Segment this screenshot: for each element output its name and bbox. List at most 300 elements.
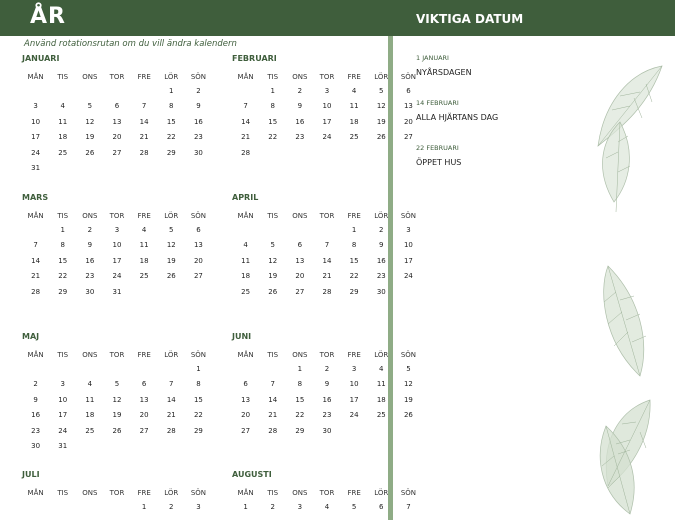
day-cell[interactable]: 16: [31, 411, 41, 420]
day-cell[interactable]: 3: [114, 225, 120, 234]
day-cell[interactable]: 26: [268, 287, 278, 296]
day-cell[interactable]: 21: [241, 133, 251, 142]
week-row: [232, 130, 422, 146]
day-cell[interactable]: [185, 439, 212, 455]
day-cell[interactable]: 3: [406, 225, 411, 234]
day-cell[interactable]: [232, 361, 259, 377]
week-row: [232, 253, 422, 269]
day-cell[interactable]: 4: [324, 502, 330, 511]
day-cell[interactable]: 10: [58, 395, 68, 404]
day-cell[interactable]: [76, 499, 103, 515]
day-cell[interactable]: 8: [169, 102, 174, 111]
day-cell[interactable]: 20: [241, 411, 251, 420]
day-cell[interactable]: 3: [60, 380, 65, 389]
week-row: [232, 499, 422, 515]
weekday-label: MÅN: [27, 350, 44, 359]
day-cell[interactable]: 27: [193, 272, 203, 281]
day-cell[interactable]: 13: [112, 117, 122, 126]
day-cell[interactable]: 9: [297, 102, 303, 111]
day-cell[interactable]: 7: [169, 380, 174, 389]
day-cell[interactable]: [22, 499, 49, 515]
day-cell[interactable]: 26: [85, 148, 95, 157]
day-cell[interactable]: 9: [324, 380, 330, 389]
week-row: [232, 238, 422, 254]
day-cell[interactable]: 17: [322, 117, 332, 126]
day-cell[interactable]: 23: [322, 411, 332, 420]
day-cell[interactable]: 23: [295, 133, 305, 142]
weekday-label: FRE: [137, 211, 151, 220]
day-cell[interactable]: [259, 145, 286, 161]
day-cell[interactable]: 21: [166, 411, 176, 420]
day-cell[interactable]: 26: [112, 426, 122, 435]
day-cell[interactable]: 7: [270, 380, 275, 389]
header-bar: [0, 0, 675, 36]
weekday-label: LÖR: [164, 488, 179, 497]
day-cell[interactable]: 3: [33, 102, 38, 111]
important-dates-title[interactable]: VIKTIGA DATUM: [416, 12, 524, 26]
day-cell[interactable]: 27: [295, 287, 305, 296]
day-cell[interactable]: 6: [297, 241, 303, 250]
day-cell[interactable]: 4: [243, 241, 248, 250]
day-cell[interactable]: 22: [166, 133, 176, 142]
day-cell[interactable]: 4: [141, 225, 147, 234]
day-cell[interactable]: 11: [241, 256, 251, 265]
event-item[interactable]: [416, 54, 586, 77]
day-cell[interactable]: 29: [193, 426, 203, 435]
day-cell[interactable]: 26: [376, 133, 386, 142]
day-cell[interactable]: 31: [58, 442, 68, 451]
day-cell[interactable]: 14: [241, 117, 251, 126]
day-cell[interactable]: [131, 83, 158, 99]
day-cell[interactable]: [22, 222, 49, 238]
month-grid: [232, 348, 422, 439]
day-cell[interactable]: 9: [379, 241, 384, 250]
day-cell[interactable]: 14: [322, 256, 332, 265]
month-name[interactable]: JANUARI: [22, 54, 60, 63]
day-cell[interactable]: 7: [324, 241, 330, 250]
day-cell[interactable]: 8: [196, 380, 201, 389]
month-name[interactable]: APRIL: [232, 193, 259, 202]
day-cell[interactable]: [158, 284, 185, 300]
day-cell[interactable]: 2: [169, 502, 174, 511]
day-cell[interactable]: [368, 423, 395, 439]
day-cell[interactable]: 15: [268, 117, 278, 126]
day-cell[interactable]: 8: [351, 241, 357, 250]
week-row: [232, 361, 422, 377]
day-cell[interactable]: [158, 439, 185, 455]
day-cell[interactable]: 24: [403, 272, 413, 281]
day-cell[interactable]: 14: [166, 395, 176, 404]
day-cell[interactable]: [286, 222, 313, 238]
day-cell[interactable]: 29: [166, 148, 176, 157]
day-cell[interactable]: 16: [85, 256, 95, 265]
week-row: [22, 377, 212, 393]
weekday-label: TIS: [267, 72, 279, 81]
day-cell[interactable]: 30: [322, 426, 332, 435]
day-cell[interactable]: 22: [268, 133, 278, 142]
day-cell[interactable]: 15: [58, 256, 68, 265]
day-cell[interactable]: 18: [139, 256, 149, 265]
day-cell[interactable]: 1: [297, 364, 303, 373]
day-cell[interactable]: 15: [349, 256, 359, 265]
day-cell[interactable]: 10: [112, 241, 122, 250]
day-cell[interactable]: [341, 423, 368, 439]
day-cell[interactable]: 25: [58, 148, 68, 157]
day-cell[interactable]: 25: [349, 133, 359, 142]
rotation-hint: Använd rotationsrutan om du vill ändra kalendern: [24, 39, 237, 49]
day-cell[interactable]: 4: [60, 102, 65, 111]
day-cell[interactable]: [286, 145, 313, 161]
day-cell[interactable]: 4: [351, 86, 357, 95]
day-cell[interactable]: 31: [112, 287, 122, 296]
day-cell[interactable]: [395, 284, 422, 300]
day-cell[interactable]: 29: [295, 426, 305, 435]
weekday-label: FRE: [347, 488, 361, 497]
day-cell[interactable]: 17: [349, 395, 359, 404]
day-cell[interactable]: 12: [166, 241, 176, 250]
day-cell[interactable]: [76, 83, 103, 99]
day-cell[interactable]: 30: [31, 442, 41, 451]
day-cell[interactable]: [395, 423, 422, 439]
year-title[interactable]: ÅR: [30, 4, 66, 29]
day-cell[interactable]: 29: [349, 287, 359, 296]
day-cell[interactable]: 7: [141, 102, 147, 111]
day-cell[interactable]: 12: [376, 102, 386, 111]
weekday-label: TIS: [57, 72, 69, 81]
day-cell[interactable]: 21: [31, 272, 41, 281]
day-cell[interactable]: 17: [112, 256, 122, 265]
day-cell[interactable]: 8: [297, 380, 303, 389]
day-cell[interactable]: 11: [376, 380, 386, 389]
day-cell[interactable]: 20: [112, 133, 122, 142]
day-cell[interactable]: 2: [196, 86, 201, 95]
weekday-label: SÖN: [190, 72, 207, 81]
day-cell[interactable]: 8: [60, 241, 65, 250]
day-cell[interactable]: [49, 499, 76, 515]
day-cell[interactable]: 13: [403, 102, 413, 111]
day-cell[interactable]: 11: [349, 102, 359, 111]
day-cell[interactable]: [76, 361, 103, 377]
day-cell[interactable]: 9: [87, 241, 93, 250]
day-cell[interactable]: 10: [349, 380, 359, 389]
day-cell[interactable]: 10: [403, 241, 413, 250]
day-cell[interactable]: 1: [169, 86, 174, 95]
week-row: [22, 408, 212, 424]
day-cell[interactable]: 17: [403, 256, 413, 265]
week-row: [232, 423, 422, 439]
day-cell[interactable]: [76, 439, 103, 455]
day-cell[interactable]: 26: [403, 411, 413, 420]
day-cell[interactable]: 6: [243, 380, 248, 389]
month-name[interactable]: MAJ: [22, 332, 40, 341]
day-cell[interactable]: 16: [376, 256, 386, 265]
day-cell[interactable]: 27: [112, 148, 122, 157]
month-name[interactable]: JULI: [22, 470, 40, 479]
day-cell[interactable]: 7: [33, 241, 38, 250]
day-cell[interactable]: [103, 361, 130, 377]
day-cell[interactable]: 5: [351, 502, 357, 511]
day-cell[interactable]: 12: [112, 395, 122, 404]
day-cell[interactable]: 1: [243, 502, 248, 511]
weekday-label: FRE: [137, 72, 151, 81]
day-cell[interactable]: 24: [112, 272, 122, 281]
day-cell[interactable]: 18: [85, 411, 95, 420]
day-cell[interactable]: 21: [139, 133, 149, 142]
day-cell[interactable]: 12: [268, 256, 278, 265]
day-cell[interactable]: 24: [58, 426, 68, 435]
month-name[interactable]: AUGUSTI: [232, 470, 272, 479]
day-cell[interactable]: 25: [139, 272, 149, 281]
day-cell[interactable]: 10: [31, 117, 41, 126]
day-cell[interactable]: 15: [193, 395, 203, 404]
day-cell[interactable]: 30: [193, 148, 203, 157]
day-cell[interactable]: 29: [58, 287, 68, 296]
day-cell[interactable]: 18: [349, 117, 359, 126]
day-cell[interactable]: [131, 439, 158, 455]
day-cell[interactable]: 19: [403, 395, 413, 404]
day-cell[interactable]: 6: [406, 86, 411, 95]
day-cell[interactable]: 19: [85, 133, 95, 142]
day-cell[interactable]: 5: [169, 225, 174, 234]
day-cell[interactable]: 4: [87, 380, 93, 389]
day-cell[interactable]: [22, 83, 49, 99]
day-cell[interactable]: 11: [58, 117, 68, 126]
month-name[interactable]: JUNI: [232, 332, 252, 341]
day-cell[interactable]: 27: [241, 426, 251, 435]
day-cell[interactable]: [131, 361, 158, 377]
day-cell[interactable]: [232, 83, 259, 99]
week-row: [22, 130, 212, 146]
week-row: [22, 114, 212, 130]
weekday-label: ONS: [292, 72, 308, 81]
day-cell[interactable]: [158, 161, 185, 177]
day-cell[interactable]: 18: [376, 395, 386, 404]
day-cell[interactable]: 27: [139, 426, 149, 435]
day-cell[interactable]: 23: [85, 272, 95, 281]
leaf-decoration-icon: [590, 62, 670, 222]
weekday-label: LÖR: [374, 350, 389, 359]
day-cell[interactable]: 5: [114, 380, 120, 389]
weekday-label: MÅN: [237, 72, 254, 81]
day-cell[interactable]: 5: [406, 364, 411, 373]
day-cell[interactable]: [313, 145, 340, 161]
event-name: NYÅRSDAGEN: [416, 68, 472, 77]
day-cell[interactable]: 28: [166, 426, 176, 435]
day-cell[interactable]: 25: [241, 287, 251, 296]
day-cell[interactable]: [232, 222, 259, 238]
day-cell[interactable]: 28: [139, 148, 149, 157]
day-cell[interactable]: 19: [376, 117, 386, 126]
day-cell[interactable]: 16: [193, 117, 203, 126]
day-cell[interactable]: [103, 499, 130, 515]
day-cell[interactable]: 28: [31, 287, 41, 296]
weekday-label: ONS: [292, 488, 308, 497]
day-cell[interactable]: 12: [85, 117, 95, 126]
day-cell[interactable]: [49, 161, 76, 177]
day-cell[interactable]: 5: [270, 241, 275, 250]
day-cell[interactable]: 14: [268, 395, 278, 404]
day-cell[interactable]: [49, 361, 76, 377]
day-cell[interactable]: 11: [139, 241, 149, 250]
day-cell[interactable]: 1: [60, 225, 65, 234]
month-name[interactable]: FEBRUARI: [232, 54, 277, 63]
day-cell[interactable]: 5: [87, 102, 93, 111]
day-cell[interactable]: 13: [241, 395, 251, 404]
day-cell[interactable]: [131, 284, 158, 300]
day-cell[interactable]: [22, 361, 49, 377]
day-cell[interactable]: 20: [139, 411, 149, 420]
weekday-label: SÖN: [190, 350, 207, 359]
day-cell[interactable]: 25: [85, 426, 95, 435]
day-cell[interactable]: 6: [141, 380, 147, 389]
day-cell[interactable]: 6: [379, 502, 384, 511]
day-cell[interactable]: 23: [31, 426, 41, 435]
day-cell[interactable]: 10: [322, 102, 332, 111]
week-row: [22, 145, 212, 161]
day-cell[interactable]: [259, 361, 286, 377]
week-row: [22, 392, 212, 408]
day-cell[interactable]: 20: [193, 256, 203, 265]
weekday-label: ONS: [292, 350, 308, 359]
weekday-label: TIS: [267, 350, 279, 359]
day-cell[interactable]: [103, 83, 130, 99]
day-cell[interactable]: 24: [31, 148, 41, 157]
day-cell[interactable]: [103, 439, 130, 455]
day-cell[interactable]: 4: [379, 364, 384, 373]
day-cell[interactable]: 23: [193, 133, 203, 142]
day-cell[interactable]: 7: [243, 102, 248, 111]
day-cell[interactable]: 19: [166, 256, 176, 265]
day-cell[interactable]: 1: [351, 225, 357, 234]
week-row: [22, 361, 212, 377]
day-cell[interactable]: 15: [166, 117, 176, 126]
day-cell[interactable]: 3: [351, 364, 357, 373]
day-cell[interactable]: 28: [241, 148, 251, 157]
day-cell[interactable]: 13: [295, 256, 305, 265]
weekday-label: ONS: [82, 350, 98, 359]
day-cell[interactable]: 14: [139, 117, 149, 126]
day-cell[interactable]: 17: [31, 133, 41, 142]
day-cell[interactable]: 1: [270, 86, 275, 95]
event-item[interactable]: [416, 144, 586, 167]
day-cell[interactable]: [185, 161, 212, 177]
day-cell[interactable]: 16: [322, 395, 332, 404]
day-cell[interactable]: [368, 145, 395, 161]
day-cell[interactable]: 22: [58, 272, 68, 281]
day-cell[interactable]: 9: [196, 102, 201, 111]
day-cell[interactable]: 19: [112, 411, 122, 420]
weekday-label: TOR: [109, 211, 125, 220]
day-cell[interactable]: 22: [349, 272, 359, 281]
day-cell[interactable]: 28: [268, 426, 278, 435]
weekday-label: FRE: [137, 488, 151, 497]
day-cell[interactable]: [49, 83, 76, 99]
week-row: [22, 238, 212, 254]
day-cell[interactable]: 14: [31, 256, 41, 265]
week-row: [232, 114, 422, 130]
leaf-decoration-icon: [592, 396, 662, 520]
week-row: [22, 423, 212, 439]
week-row: [22, 284, 212, 300]
day-cell[interactable]: 2: [324, 364, 330, 373]
week-row: [232, 284, 422, 300]
day-cell[interactable]: 27: [403, 133, 413, 142]
day-cell[interactable]: 2: [379, 225, 384, 234]
day-cell[interactable]: 16: [295, 117, 305, 126]
day-cell[interactable]: 7: [406, 502, 411, 511]
day-cell[interactable]: [158, 361, 185, 377]
weekday-label: TIS: [57, 211, 69, 220]
month-name[interactable]: MARS: [22, 193, 49, 202]
day-cell[interactable]: [185, 284, 212, 300]
day-cell[interactable]: 30: [376, 287, 386, 296]
day-cell[interactable]: 13: [139, 395, 149, 404]
day-cell[interactable]: 19: [268, 272, 278, 281]
day-cell[interactable]: 28: [322, 287, 332, 296]
day-cell[interactable]: 17: [58, 411, 68, 420]
day-cell[interactable]: [341, 145, 368, 161]
day-cell[interactable]: 26: [166, 272, 176, 281]
day-cell[interactable]: 2: [270, 502, 275, 511]
day-cell[interactable]: 24: [349, 411, 359, 420]
day-cell[interactable]: 2: [87, 225, 93, 234]
weekday-label: TOR: [319, 488, 335, 497]
weekday-label: LÖR: [374, 488, 389, 497]
event-item[interactable]: [416, 99, 586, 122]
day-cell[interactable]: 9: [33, 395, 38, 404]
day-cell[interactable]: 11: [85, 395, 95, 404]
day-cell[interactable]: 25: [376, 411, 386, 420]
day-cell[interactable]: 1: [141, 502, 147, 511]
day-cell[interactable]: 22: [193, 411, 203, 420]
weekday-label: LÖR: [374, 211, 389, 220]
day-cell[interactable]: 21: [322, 272, 332, 281]
weekday-label: TIS: [57, 488, 69, 497]
day-cell[interactable]: 13: [193, 241, 203, 250]
day-cell[interactable]: 3: [196, 502, 201, 511]
day-cell[interactable]: 22: [295, 411, 305, 420]
week-row: [22, 269, 212, 285]
day-cell[interactable]: 21: [268, 411, 278, 420]
day-cell[interactable]: 18: [241, 272, 251, 281]
day-cell[interactable]: 6: [196, 225, 201, 234]
day-cell[interactable]: 1: [196, 364, 201, 373]
weekday-label: FRE: [137, 350, 151, 359]
day-cell[interactable]: 24: [322, 133, 332, 142]
day-cell[interactable]: 20: [295, 272, 305, 281]
day-cell[interactable]: [131, 161, 158, 177]
day-cell[interactable]: [103, 161, 130, 177]
day-cell[interactable]: 20: [403, 117, 413, 126]
day-cell[interactable]: 6: [114, 102, 120, 111]
day-cell[interactable]: [313, 222, 340, 238]
day-cell[interactable]: [76, 161, 103, 177]
day-cell[interactable]: 12: [403, 380, 413, 389]
day-cell[interactable]: 18: [58, 133, 68, 142]
day-cell[interactable]: 3: [324, 86, 330, 95]
day-cell[interactable]: 31: [31, 164, 41, 173]
day-cell[interactable]: [259, 222, 286, 238]
day-cell[interactable]: 2: [297, 86, 303, 95]
day-cell[interactable]: 15: [295, 395, 305, 404]
day-cell[interactable]: 2: [33, 380, 38, 389]
day-cell[interactable]: 3: [297, 502, 303, 511]
day-cell[interactable]: 5: [379, 86, 384, 95]
event-name: ÖPPET HUS: [416, 158, 462, 167]
day-cell[interactable]: 23: [376, 272, 386, 281]
day-cell[interactable]: 30: [85, 287, 95, 296]
day-cell[interactable]: 8: [270, 102, 275, 111]
